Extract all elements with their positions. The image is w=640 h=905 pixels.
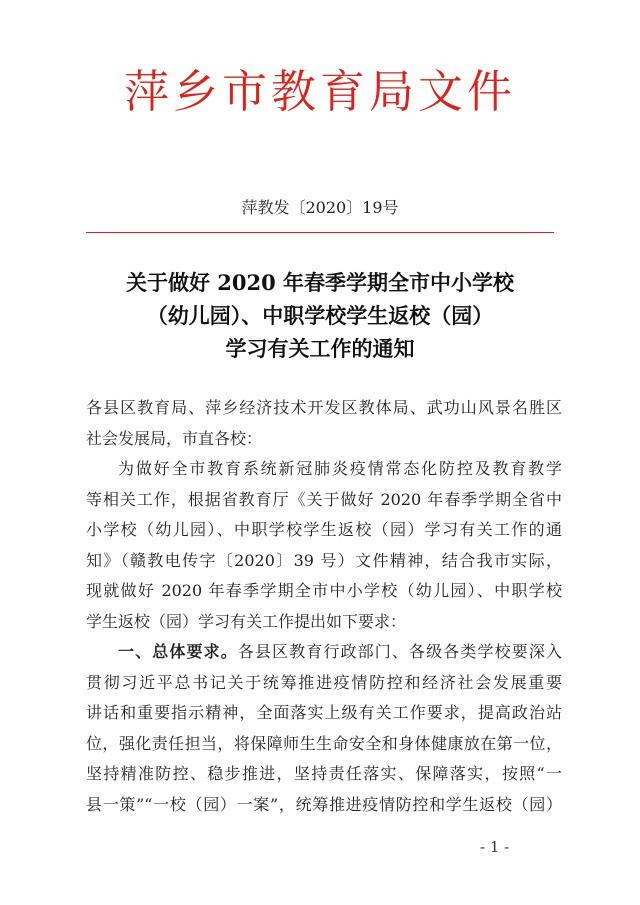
paragraph-line: 位，强化责任担当，将保障师生生命安全和身体健康放在第一位，: [86, 733, 562, 753]
paragraph-line: 学生返校（园）学习有关工作提出如下要求：: [86, 611, 407, 631]
issuer-title: 萍乡市教育局文件: [123, 65, 516, 118]
document-number: 萍教发〔2020〕19号: [241, 198, 399, 217]
paragraph-line: 现就做好 2020 年春季学期全市中小学校（幼儿园）、中职学校: [86, 581, 562, 600]
title-line-1: 关于做好 2020 年春季学期全市中小学校: [125, 270, 515, 295]
addressee-line: 各县区教育局、萍乡经济技术开发区教体局、武功山风景名胜区: [86, 398, 562, 417]
section-text: 各县区教育行政部门、各级各类学校要深入: [237, 642, 562, 661]
title-line-2: （幼儿园）、中职学校学生返校（园）: [146, 303, 494, 328]
notice-title: [60, 266, 580, 365]
body-text: [86, 393, 562, 820]
section-heading: 一、总体要求。: [118, 642, 238, 661]
paragraph-line: 知》（赣教电传字〔2020〕39 号）文件精神，结合我市实际，: [86, 550, 562, 570]
paragraph-line: 小学校（幼儿园）、中职学校学生返校（园）学习有关工作的通: [86, 520, 562, 539]
paragraph-line: 等相关工作，根据省教育厅《关于做好 2020 年春季学期全省中: [86, 489, 562, 509]
section-heading-line: [86, 637, 562, 668]
title-line-3: 学习有关工作的通知: [225, 336, 415, 361]
paragraph-line: 贯彻习近平总书记关于统筹推进疫情防控和经济社会发展重要: [86, 672, 562, 692]
addressee-line: 社会发展局，市直各校：: [86, 428, 263, 448]
paragraph-line: 县一策”“一校（园）一案”，统筹推进疫情防控和学生返校（园）: [86, 794, 562, 814]
paragraph-line: 为做好全市教育系统新冠肺炎疫情常态化防控及教育教学: [118, 459, 562, 478]
page-number: - 1 -: [480, 838, 510, 856]
red-divider: [86, 232, 554, 233]
paragraph-line: 讲话和重要指示精神，全面落实上级有关工作要求，提高政治站: [86, 703, 562, 722]
paragraph-line: 坚持精准防控、稳步推进，坚持责任落实、保障落实，按照“一: [86, 764, 562, 783]
